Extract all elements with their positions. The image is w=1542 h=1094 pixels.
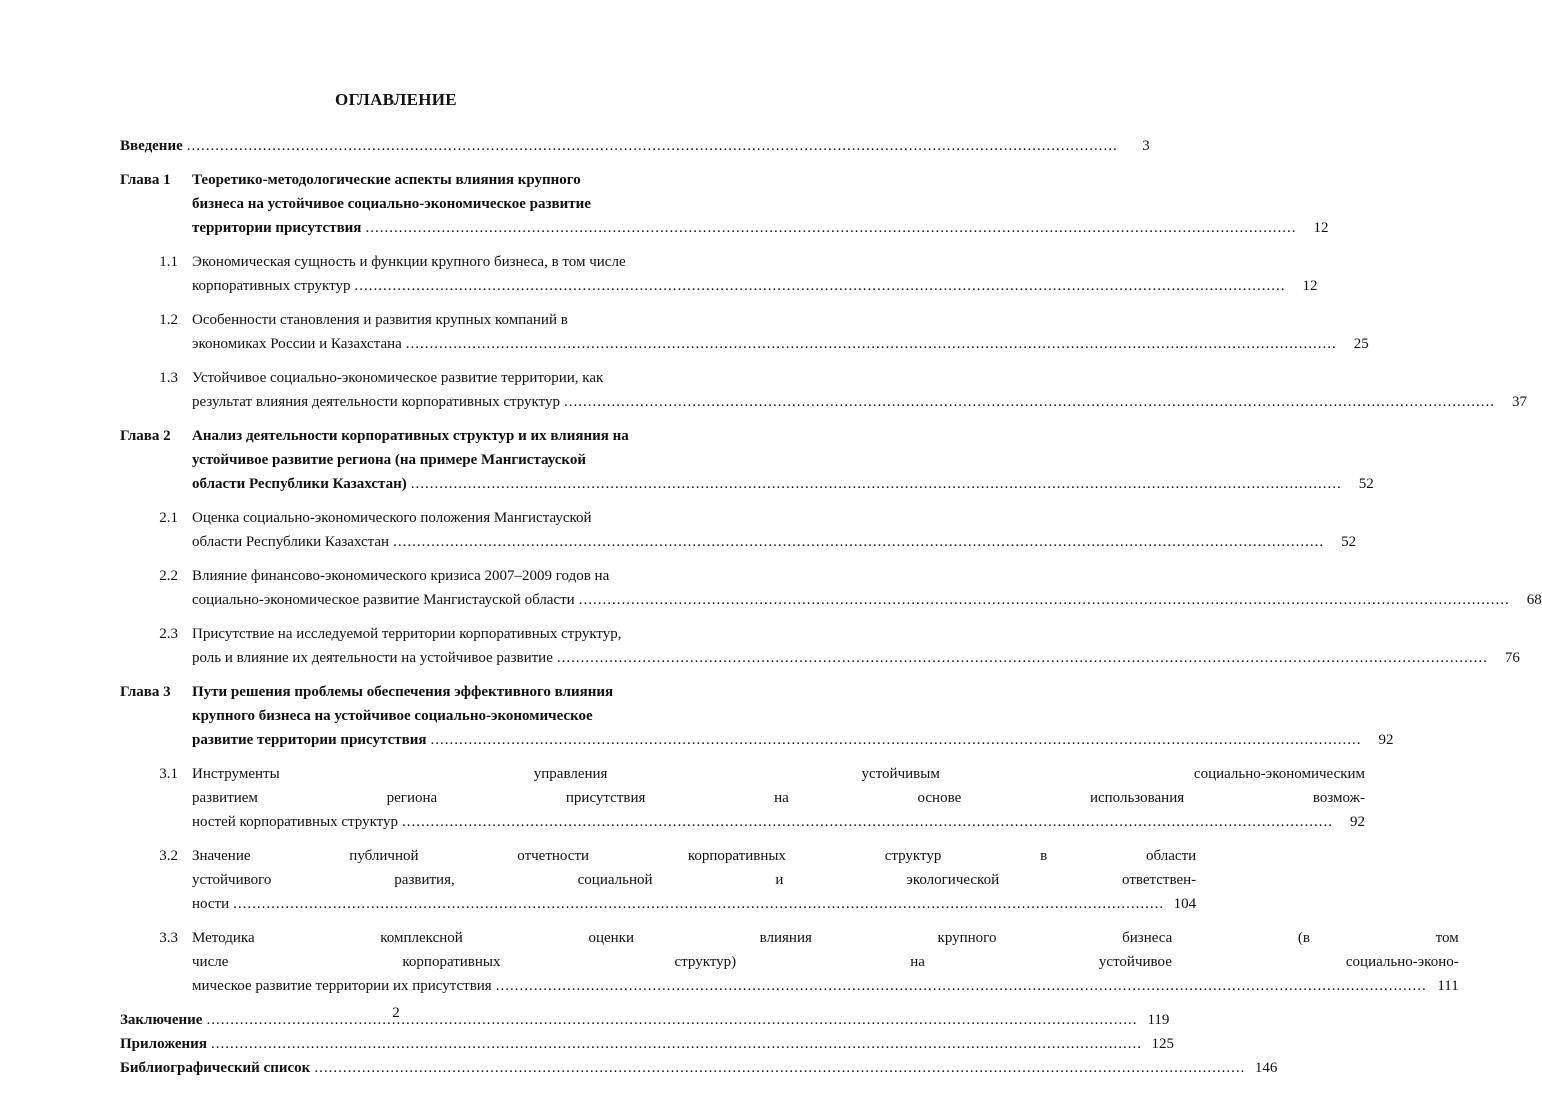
toc-entry-intro[interactable] (120, 134, 1150, 158)
toc-line (192, 390, 1527, 414)
leader-dots (564, 390, 1495, 414)
toc-line-text: Устойчивое социально-экономическое развитие территории, как (192, 370, 604, 386)
leader-dots (402, 810, 1333, 834)
toc-line (192, 844, 1196, 868)
toc-entry-page: 52 (1358, 476, 1374, 492)
section-number: 1.1 (159, 254, 178, 270)
toc-section[interactable] (120, 926, 1459, 998)
leader-dots (406, 332, 1337, 356)
toc-section[interactable] (120, 366, 1527, 414)
toc-entry-text (192, 168, 1328, 240)
toc-line-text: Значение публичной отчетности корпоративных структур в области (192, 848, 1197, 864)
toc-line (192, 704, 1393, 728)
toc-line (192, 950, 1459, 974)
toc-entry-text (192, 564, 1542, 612)
toc-entry-text (192, 762, 1365, 834)
toc-entry-page: 92 (1350, 814, 1366, 830)
toc-line-text: результат влияния деятельности корпоративных структур (192, 394, 560, 410)
page-title: ОГЛАВЛЕНИЕ (335, 90, 457, 109)
chapter-number: Глава 2 (120, 428, 171, 444)
toc-line (192, 308, 1369, 332)
section-number: 3.2 (159, 848, 178, 864)
toc-line-text: Анализ деятельности корпоративных структур и их влияния на (192, 428, 629, 444)
toc-entry-page: 111 (1437, 978, 1459, 994)
leader-dots (314, 1056, 1245, 1080)
toc-entry-label: Введение (120, 138, 183, 154)
toc-line-text: ности (192, 896, 230, 912)
toc-entry-page: 146 (1254, 1060, 1278, 1076)
toc-line-text: числе корпоративных структур) на устойчивое социально-эконо- (192, 954, 1459, 970)
toc-entry-text (192, 506, 1356, 554)
leader-dots (557, 646, 1488, 670)
toc-entry-tail[interactable] (120, 1032, 1174, 1056)
toc-line-text: Методика комплексной оценки влияния крупного бизнеса (в том (192, 930, 1459, 946)
toc-line-text: устойчивого развития, социальной и экологической ответствен- (192, 872, 1197, 888)
toc-line (192, 646, 1520, 670)
section-number: 2.3 (159, 626, 178, 642)
toc-line-text: социально-экономическое развитие Мангистауской области (192, 592, 575, 608)
toc-entry-text (192, 680, 1393, 752)
toc-entry-text (192, 424, 1374, 496)
leader-dots (211, 1032, 1142, 1056)
toc-line-text: Оценка социально-экономического положения Мангистауской (192, 510, 592, 526)
toc-line (192, 868, 1196, 892)
toc-line-text: Пути решения проблемы обеспечения эффективного влияния (192, 684, 614, 700)
section-number: 1.3 (159, 370, 178, 386)
chapter-number: Глава 1 (120, 172, 171, 188)
toc-entry-text (192, 622, 1520, 670)
toc-entry-page: 12 (1302, 278, 1318, 294)
toc-entry-text (192, 844, 1196, 916)
toc-section[interactable] (120, 308, 1369, 356)
toc-entry-page: 12 (1313, 220, 1329, 236)
toc-line (192, 332, 1369, 356)
toc-line (192, 424, 1374, 448)
toc-line (192, 168, 1328, 192)
toc-entry-page: 76 (1504, 650, 1520, 666)
toc-entry-label: Заключение (120, 1012, 203, 1028)
toc-entry-page: 125 (1151, 1036, 1174, 1052)
toc-entry-text (192, 366, 1527, 414)
toc-entry-page: 52 (1341, 534, 1357, 550)
toc-chapter[interactable] (120, 680, 1394, 752)
section-number: 2.1 (159, 510, 178, 526)
toc-line (192, 892, 1196, 916)
toc-section[interactable] (120, 250, 1318, 298)
leader-dots (355, 274, 1286, 298)
toc-section[interactable] (120, 564, 1542, 612)
chapters-list (120, 168, 1542, 1008)
toc-line (192, 472, 1374, 496)
toc-entry-page: 3 (1142, 138, 1150, 154)
toc-line-text: роль и влияние их деятельности на устойчивое развитие (192, 650, 553, 666)
toc-entry-page: 68 (1526, 592, 1542, 608)
toc-entry-page: 92 (1378, 732, 1394, 748)
leader-dots (411, 472, 1342, 496)
toc-section[interactable] (120, 844, 1197, 916)
toc-line (192, 786, 1365, 810)
page-number: 2 (392, 1005, 400, 1021)
toc-chapter[interactable] (120, 424, 1374, 496)
toc-line (192, 926, 1459, 950)
toc-line (192, 366, 1527, 390)
toc-line-text: территории присутствия (192, 220, 362, 236)
leader-dots (579, 588, 1510, 612)
leader-dots (496, 974, 1427, 998)
toc-line-text: Инструменты управления устойчивым социально-экономическим (192, 766, 1366, 782)
toc-line-text: мическое развитие территории их присутствия (192, 978, 492, 994)
toc-entry-label: Приложения (120, 1036, 207, 1052)
toc-line (192, 506, 1356, 530)
toc-line (192, 810, 1365, 834)
toc-line-text: развитие территории присутствия (192, 732, 427, 748)
toc-line-text: Экономическая сущность и функции крупного бизнеса, в том числе (192, 254, 626, 270)
toc-chapter[interactable] (120, 168, 1329, 240)
toc-line (192, 564, 1542, 588)
toc-entry-page: 119 (1147, 1012, 1170, 1028)
toc-entry-text (192, 308, 1369, 356)
toc-entry-label: Библиографический список (120, 1060, 311, 1076)
toc-entry-page: 104 (1173, 896, 1197, 912)
toc-entry-page: 37 (1511, 394, 1527, 410)
toc-entry-text (192, 250, 1318, 298)
toc-line-text: области Республики Казахстан (192, 534, 390, 550)
toc-entry-text (192, 926, 1459, 998)
toc-section[interactable] (120, 622, 1520, 670)
toc-line-text: Влияние финансово-экономического кризиса 2007–2009 годов на (192, 568, 610, 584)
toc-line (192, 974, 1459, 998)
section-number: 3.1 (159, 766, 178, 782)
toc-line-text: корпоративных структур (192, 278, 351, 294)
chapter-number: Глава 3 (120, 684, 171, 700)
toc-entry-tail[interactable] (120, 1056, 1278, 1080)
toc-line (192, 622, 1520, 646)
toc-line (192, 588, 1542, 612)
leader-dots (187, 134, 1118, 158)
leader-dots (393, 530, 1324, 554)
toc-line-text: Присутствие на исследуемой территории корпоративных структур, (192, 626, 622, 642)
section-number: 1.2 (159, 312, 178, 328)
toc-line-text: ностей корпоративных структур (192, 814, 399, 830)
toc-line (192, 192, 1328, 216)
section-number: 2.2 (159, 568, 178, 584)
leader-dots (365, 216, 1296, 240)
toc-line (192, 728, 1393, 752)
toc-line-text: устойчивое развитие региона (на примере Мангистауской (192, 452, 587, 468)
toc-line-text: экономиках России и Казахстана (192, 336, 402, 352)
toc-line (192, 216, 1328, 240)
toc-line-text: Особенности становления и развития крупных компаний в (192, 312, 568, 328)
toc-section[interactable] (120, 506, 1357, 554)
leader-dots (430, 728, 1361, 752)
table-of-contents (120, 134, 1542, 1080)
toc-line (192, 530, 1356, 554)
toc-section[interactable] (120, 762, 1366, 834)
toc-entry-page: 25 (1353, 336, 1369, 352)
toc-line-text: крупного бизнеса на устойчивое социально-экономическое (192, 708, 593, 724)
toc-line-text: бизнеса на устойчивое социально-экономическое развитие (192, 196, 591, 212)
toc-line (192, 448, 1374, 472)
toc-line (192, 250, 1318, 274)
toc-line (192, 680, 1393, 704)
toc-line-text: области Республики Казахстан) (192, 476, 407, 492)
leader-dots (233, 892, 1164, 916)
toc-line (192, 762, 1365, 786)
section-number: 3.3 (159, 930, 178, 946)
toc-line (192, 274, 1318, 298)
toc-line-text: развитием региона присутствия на основе использования возмож- (192, 790, 1366, 806)
toc-line-text: Теоретико-методологические аспекты влияния крупного (192, 172, 581, 188)
